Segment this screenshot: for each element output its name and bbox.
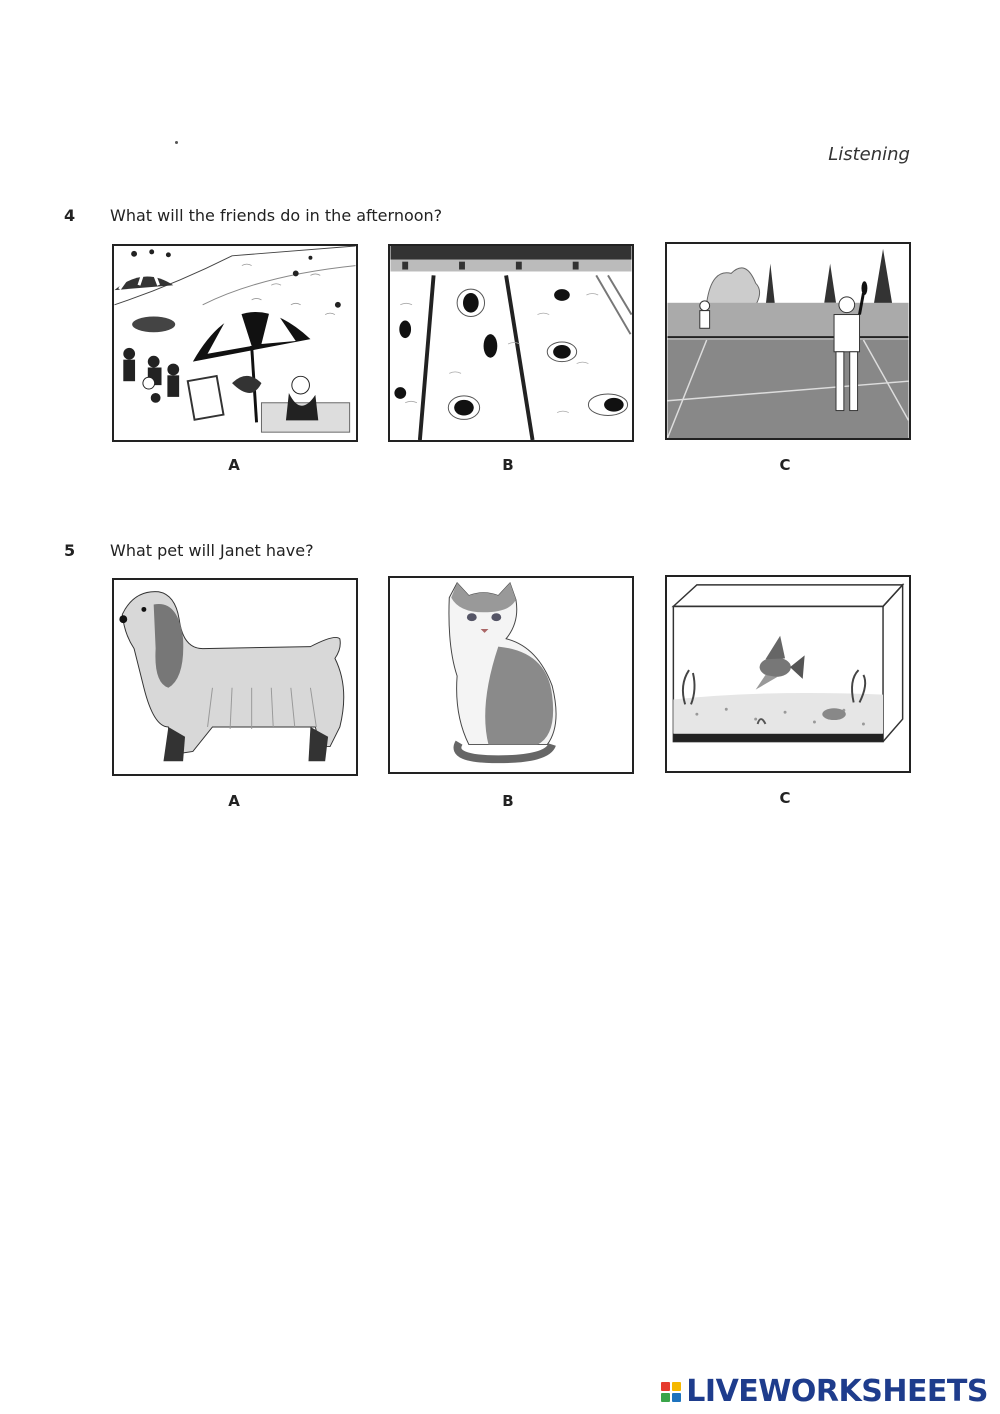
logo-squares-icon	[661, 1382, 681, 1402]
picture-fish-tank[interactable]	[665, 575, 911, 773]
picture-tennis[interactable]	[665, 242, 911, 440]
swimming-pool-illustration	[390, 246, 632, 440]
option-letter: C	[779, 456, 791, 474]
liveworksheets-logo	[661, 1374, 988, 1409]
question-text: What pet will Janet have?	[110, 541, 314, 560]
dog-illustration	[114, 580, 356, 774]
picture-dog[interactable]	[112, 578, 358, 776]
cat-illustration	[390, 578, 632, 772]
question-text: What will the friends do in the afternoon?	[110, 206, 443, 225]
logo-square-blue	[672, 1393, 681, 1402]
logo-text: LIVEWORKSHEETS	[686, 1374, 988, 1409]
tennis-court-illustration	[667, 244, 909, 438]
section-label: Listening	[828, 144, 910, 165]
logo-square-red	[661, 1382, 670, 1391]
option-letter: A	[228, 792, 240, 810]
question-number: 4	[64, 206, 76, 225]
fish-tank-illustration	[667, 577, 909, 771]
option-letter: B	[502, 456, 514, 474]
option-letter: A	[228, 456, 240, 474]
question-number: 5	[64, 541, 76, 560]
picture-beach[interactable]	[112, 244, 358, 442]
logo-square-green	[661, 1393, 670, 1402]
picture-pool[interactable]	[388, 244, 634, 442]
option-letter: C	[779, 789, 791, 807]
beach-illustration	[114, 246, 356, 440]
logo-square-yellow	[672, 1382, 681, 1391]
picture-cat[interactable]	[388, 576, 634, 774]
page-dot	[175, 141, 178, 144]
option-letter: B	[502, 792, 514, 810]
